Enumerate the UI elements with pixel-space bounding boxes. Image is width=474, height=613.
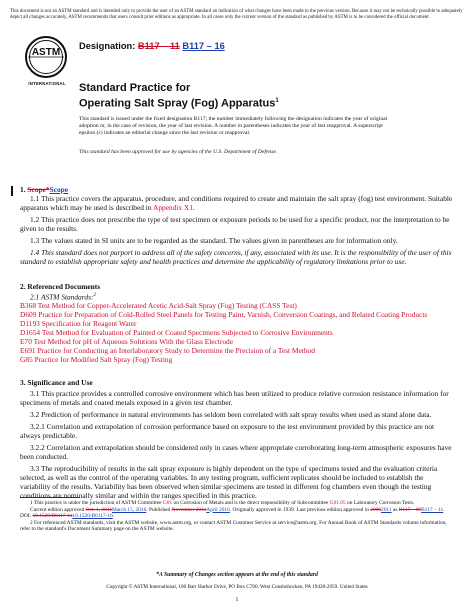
para-3-1: 3.1 This practice provides a controlled corrosive environment which has been utilized to produce relative corrosion resistance information for specimens of metals and coated metals exposed in a given test chamber. (20, 389, 449, 407)
change-bar (11, 186, 13, 196)
designation-new: B117 – 16 (182, 41, 225, 51)
designation-old: B117 – 11 (137, 41, 180, 51)
reference-code-link[interactable]: G85 (20, 355, 33, 365)
astm-logo (23, 35, 69, 79)
reference-title-link[interactable]: Practice for Modified Salt Spray (Fog) Testing (34, 355, 173, 365)
footnote-rule (20, 497, 80, 498)
reference-item[interactable] (20, 346, 454, 355)
designation (79, 41, 225, 51)
para-3-3: 3.3 The reproducibility of results in the salt spray exposure is highly dependent on the type of specimens tested and the evaluation criteria selected, as well as the control of the operating variables. In any testing program, sufficient replicates should be included to establish the variability of the results. Variability has been observed when similar specimens are tested in different fog chambers even though the testing conditions are nominally similar and within the ranges specified in this practice. (20, 464, 438, 500)
title-line-1: Standard Practice for (79, 82, 191, 94)
page-number: 1 (235, 597, 239, 603)
para-3-2-1: 3.2.1 Correlation and extrapolation of corrosion performance based on exposure to the test environment provided by this practice are not always predictable. (20, 422, 435, 440)
document-title (79, 82, 279, 111)
summary-of-changes-note: *A Summary of Changes section appears at the end of this standard (156, 572, 318, 578)
designation-label: Designation: (79, 41, 136, 51)
reference-code-link[interactable]: D609 (20, 310, 37, 320)
reference-item[interactable] (20, 337, 454, 346)
footnotes (20, 500, 454, 533)
section-3-heading: 3. Significance and Use (20, 378, 93, 387)
section-1-heading: 1. Scope*Scope (20, 185, 69, 194)
footnote-1-edition: Current edition approved Oct. 1, 2011March 15, 2016. Published November 2011April 2016. Originally approved in 1939. Last previous edition approved in 20092011 as B117 – 09B117 – 11. DOI: 10.1520/B0117-1110.1520/B0117-16. (20, 506, 445, 519)
section-1 (20, 185, 454, 266)
reference-item[interactable] (20, 319, 454, 328)
reference-title-link[interactable]: Specification for Reagent Water (41, 319, 137, 329)
para-1-1: 1.1 This practice covers the apparatus, procedure, and conditions required to create and maintain the salt spray (fog) test environment. Suitable apparatus which may be used is described in Appendix X1. (20, 194, 453, 212)
title-footnote-mark: 1 (275, 98, 279, 104)
para-1-2: 1.2 This practice does not prescribe the type of test specimen or exposure periods to be used for a specific product, nor the interpretation to be given to the results. (20, 215, 450, 233)
section-2 (20, 282, 454, 364)
disclaimer-notice: This document is not an ASTM standard and is intended only to provide the user of an ASTM standard an indication of what changes have been made to the previous version. Because it may not be technically possible to adequately depict all changes accurately, ASTM recommends that users consult prior editions as appropriate. In all cases only the current version of the standard as published by ASTM is to be considered the official document. (10, 9, 463, 20)
reference-code-link[interactable]: E691 (20, 346, 36, 356)
reference-list (20, 301, 454, 364)
footnote-2: 2 For referenced ASTM standards, visit the ASTM website, www.astm.org, or contact ASTM Customer Service at service@astm.org. For Annual Book of ASTM Standards volume information, refer to the standard's Document Summary page on the ASTM website. (20, 519, 447, 532)
para-3-2: 3.2 Prediction of performance in natural environments has seldom been correlated with salt spray results when used as stand alone data. (30, 410, 432, 419)
title-line-2: Operating Salt Spray (Fog) Apparatus$^1$ (79, 97, 279, 110)
para-1-4: 1.4 This standard does not purport to address all of the safety concerns, if any, associated with its use. It is the responsibility of the user of this standard to establish appropriate safety and health practices and determine the applicability of regulatory limitations prior to use. (20, 248, 452, 266)
reference-code-link[interactable]: D1193 (20, 319, 40, 329)
g0105-link[interactable]: G01.05 (329, 500, 346, 506)
astm-logo-subtext: INTERNATIONAL (28, 81, 66, 86)
reference-title-link[interactable]: Test Method for Evaluation of Painted or Coated Specimens Subjected to Corrosive Environments (41, 328, 333, 338)
reference-title-link[interactable]: Test Method for pH of Aqueous Solutions With the Glass Electrode (33, 337, 234, 347)
appendix-x1-link[interactable]: Appendix X1 (153, 203, 194, 212)
reference-code-link[interactable]: D1654 (20, 328, 41, 338)
g01-link[interactable]: G01 (162, 500, 173, 506)
footnote-1: 1 This practice is under the jurisdiction of ASTM Committee G01 on Corrosion of Metals and is the direct responsibility of Subcommittee G01.05 on Laboratory Corrosion Tests. (30, 500, 415, 506)
section-2-heading: 2. Referenced Documents (20, 282, 101, 291)
reference-title-link[interactable]: Test Method for Copper-Accelerated Acetic Acid-Salt Spray (Fog) Testing (CASS Test) (37, 301, 297, 311)
astm-logo-text: ASTM (31, 47, 61, 58)
section-3 (20, 378, 454, 500)
para-3-2-2: 3.2.2 Correlation and extrapolation should be considered only in cases where appropriate corroborating long-term atmospheric exposures have been conducted. (20, 443, 452, 461)
reference-item[interactable] (20, 301, 454, 310)
para-1-3: 1.3 The values stated in SI units are to be regarded as the standard. The values given in parentheses are for information only. (30, 236, 398, 245)
reference-code-link[interactable]: E70 (20, 337, 32, 347)
reference-item[interactable] (20, 310, 454, 319)
reference-item[interactable] (20, 355, 454, 364)
astm-standards-sub: 2.1 ASTM Standards:$^2$ (30, 292, 96, 302)
dod-approval-note: This standard has been approved for use by agencies of the U.S. Department of Defense. (79, 149, 278, 155)
reference-code-link[interactable]: B368 (20, 301, 37, 311)
issued-statement: This standard is issued under the fixed designation B117; the number immediately following the designation indicates the year of original adoption or, in the case of revision, the year of last revision. A number in parentheses indicates the year of last reapproval. A superscript epsilon (ε) indicates an editorial change since the last revision or reapproval. (79, 116, 388, 136)
reference-title-link[interactable]: Practice for Conducting an Interlaboratory Study to Determine the Precision of a Test Method (37, 346, 315, 356)
reference-item[interactable] (20, 328, 454, 337)
copyright-line: Copyright © ASTM International, 100 Barr Harbor Drive, PO Box C700, West Conshohocken, PA 19428-2959. United States (106, 584, 368, 590)
reference-title-link[interactable]: Practice for Preparation of Cold-Rolled Steel Panels for Testing Paint, Varnish, Conversion Coatings, and Related Coating Products (38, 310, 428, 320)
